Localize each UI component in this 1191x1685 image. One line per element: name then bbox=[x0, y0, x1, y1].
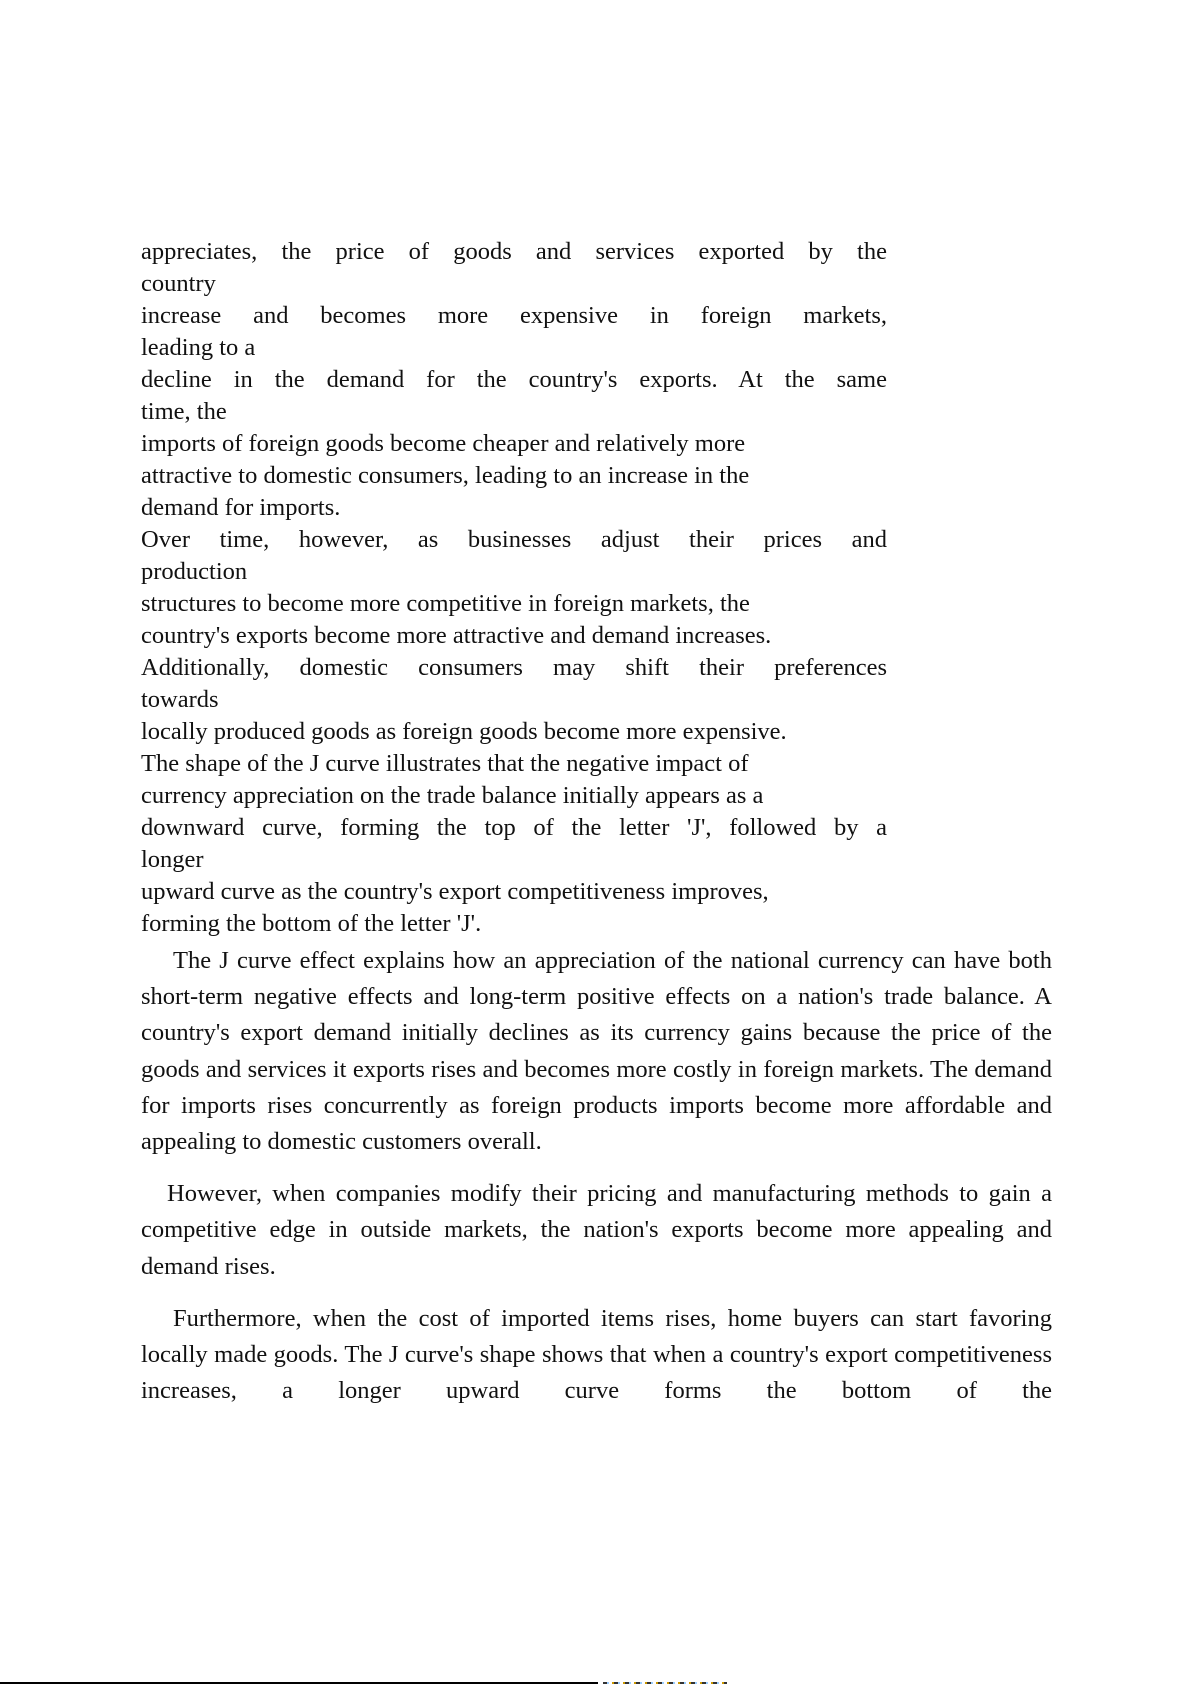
text-line: time, the bbox=[141, 398, 227, 425]
text-line: longer bbox=[141, 846, 204, 873]
text-block-wrapped-lines bbox=[141, 236, 887, 940]
page-bottom-rule bbox=[0, 1682, 598, 1684]
text-paragraphs bbox=[141, 943, 1052, 1425]
text-line: increase and becomes more expensive in foreign markets, bbox=[141, 302, 887, 329]
page-bottom-artifact bbox=[603, 1682, 727, 1684]
text-line: upward curve as the country's export competitiveness improves, bbox=[141, 878, 769, 905]
paragraph-companies-modify: However, when companies modify their pricing and manufacturing methods to gain a competitive edge in outside markets, the nation's exports become more appealing and demand rises. bbox=[141, 1180, 1052, 1280]
text-line: country's exports become more attractive and demand increases. bbox=[141, 622, 772, 649]
text-line: The shape of the J curve illustrates that the negative impact of bbox=[141, 750, 749, 777]
text-line: production bbox=[141, 558, 248, 585]
text-line: currency appreciation on the trade balance initially appears as a bbox=[141, 782, 764, 809]
text-line: forming the bottom of the letter 'J'. bbox=[141, 910, 482, 937]
text-line: appreciates, the price of goods and services exported by the bbox=[141, 238, 887, 265]
text-line: leading to a bbox=[141, 334, 256, 361]
text-line: downward curve, forming the top of the letter 'J', followed by a bbox=[141, 814, 887, 841]
text-line: demand for imports. bbox=[141, 494, 341, 521]
text-line: imports of foreign goods become cheaper and relatively more bbox=[141, 430, 746, 457]
paragraph-j-curve-effect: The J curve effect explains how an appreciation of the national currency can have both short-term negative effects and long-term positive effects on a nation's trade balance. A country's export demand initially declines as its currency gains because the price of the goods and services it exports rises and becomes more costly in foreign markets. The demand for imports rises concurrently as foreign products imports become more affordable and appealing to domestic customers overall. bbox=[141, 947, 1052, 1156]
text-line: structures to become more competitive in foreign markets, the bbox=[141, 590, 750, 617]
text-line: attractive to domestic consumers, leading to an increase in the bbox=[141, 462, 750, 489]
text-line: locally produced goods as foreign goods become more expensive. bbox=[141, 718, 787, 745]
text-line: Additionally, domestic consumers may shift their preferences bbox=[141, 654, 887, 681]
text-line: country bbox=[141, 270, 216, 297]
text-line: Over time, however, as businesses adjust their prices and bbox=[141, 526, 887, 553]
text-line: decline in the demand for the country's exports. At the same bbox=[141, 366, 887, 393]
paragraph-furthermore: Furthermore, when the cost of imported items rises, home buyers can start favoring locally made goods. The J curve's shape shows that when a country's export competitiveness increases, a longer upward curve forms the bottom of the bbox=[141, 1304, 1052, 1405]
text-line: towards bbox=[141, 686, 219, 713]
